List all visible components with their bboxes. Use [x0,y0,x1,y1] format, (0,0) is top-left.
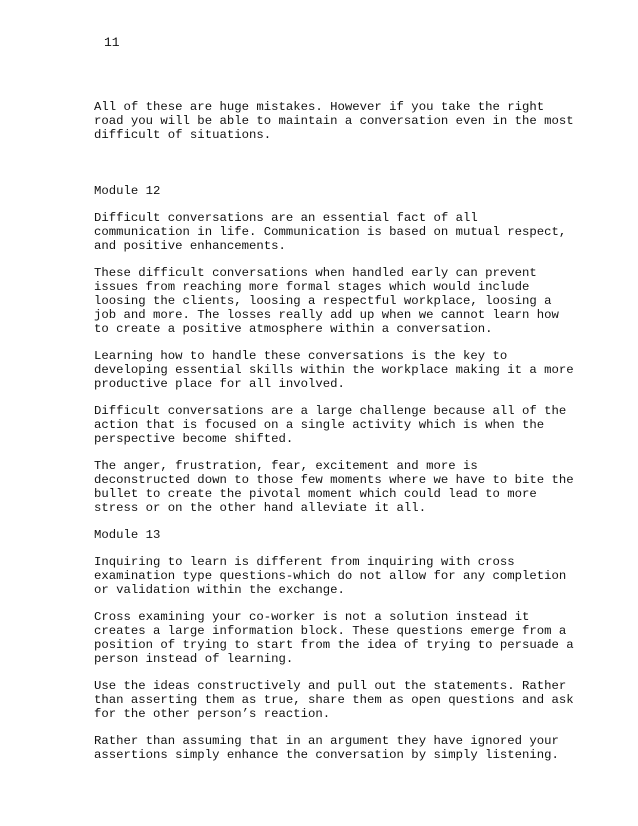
text-line: action that is focused on a single activity which is when the [94,418,545,432]
text-line: All of these are huge mistakes. However if you take the right [94,100,545,114]
module-12-paragraph-5 [94,459,594,515]
text-line: These difficult conversations when handled early can prevent [94,266,537,280]
text-line: issues from reaching more formal stages which would include [94,280,530,294]
module-13-paragraph-3 [94,679,594,721]
text-line: assertions simply enhance the conversation by simply listening. [94,748,559,762]
text-line: bullet to create the pivotal moment which could lead to more [94,487,537,501]
text-line: creates a large information block. These questions emerge from a [94,624,567,638]
module-12-paragraph-2 [94,266,594,336]
page-number: 11 [104,35,120,50]
text-line: difficult of situations. [94,128,272,142]
text-line: Rather than assuming that in an argument they have ignored your [94,734,559,748]
module-13-paragraph-2 [94,610,594,666]
text-line: for the other person’s reaction. [94,707,331,721]
text-line: perspective become shifted. [94,432,294,446]
text-line: job and more. The losses really add up when we cannot learn how [94,308,559,322]
text-line: and positive enhancements. [94,239,286,253]
text-line: position of trying to start from the idea of trying to persuade a [94,638,574,652]
text-line: Inquiring to learn is different from inquiring with cross [94,555,515,569]
text-line: than asserting them as true, share them as open questions and ask [94,693,574,707]
text-line: Difficult conversations are a large challenge because all of the [94,404,567,418]
text-line: loosing the clients, loosing a respectful workplace, loosing a [94,294,552,308]
text-line: The anger, frustration, fear, excitement and more is [94,459,478,473]
section-spacer [94,155,594,184]
text-line: Use the ideas constructively and pull out the statements. Rather [94,679,567,693]
text-line: person instead of learning. [94,652,294,666]
text-line: communication in life. Communication is based on mutual respect, [94,225,567,239]
text-line: productive place for all involved. [94,377,345,391]
text-line: deconstructed down to those few moments where we have to bite the [94,473,574,487]
module-12-paragraph-1 [94,211,594,253]
intro-paragraph [94,100,594,142]
text-line: Difficult conversations are an essential fact of all [94,211,478,225]
module-13-paragraph-4 [94,734,594,762]
module-13-paragraph-1 [94,555,594,597]
text-line: developing essential skills within the workplace making it a more [94,363,574,377]
text-line: stress or on the other hand alleviate it all. [94,501,427,515]
text-line: to create a positive atmosphere within a conversation. [94,322,493,336]
text-line: or validation within the exchange. [94,583,345,597]
module-12-heading: Module 12 [94,184,161,198]
module-12-paragraph-4 [94,404,594,446]
text-line: Cross examining your co-worker is not a solution instead it [94,610,530,624]
module-12-paragraph-3 [94,349,594,391]
text-line: road you will be able to maintain a conversation even in the most [94,114,574,128]
page-content [94,100,594,775]
text-line: Learning how to handle these conversations is the key to [94,349,508,363]
module-13-heading: Module 13 [94,528,161,542]
text-line: examination type questions-which do not allow for any completion [94,569,567,583]
